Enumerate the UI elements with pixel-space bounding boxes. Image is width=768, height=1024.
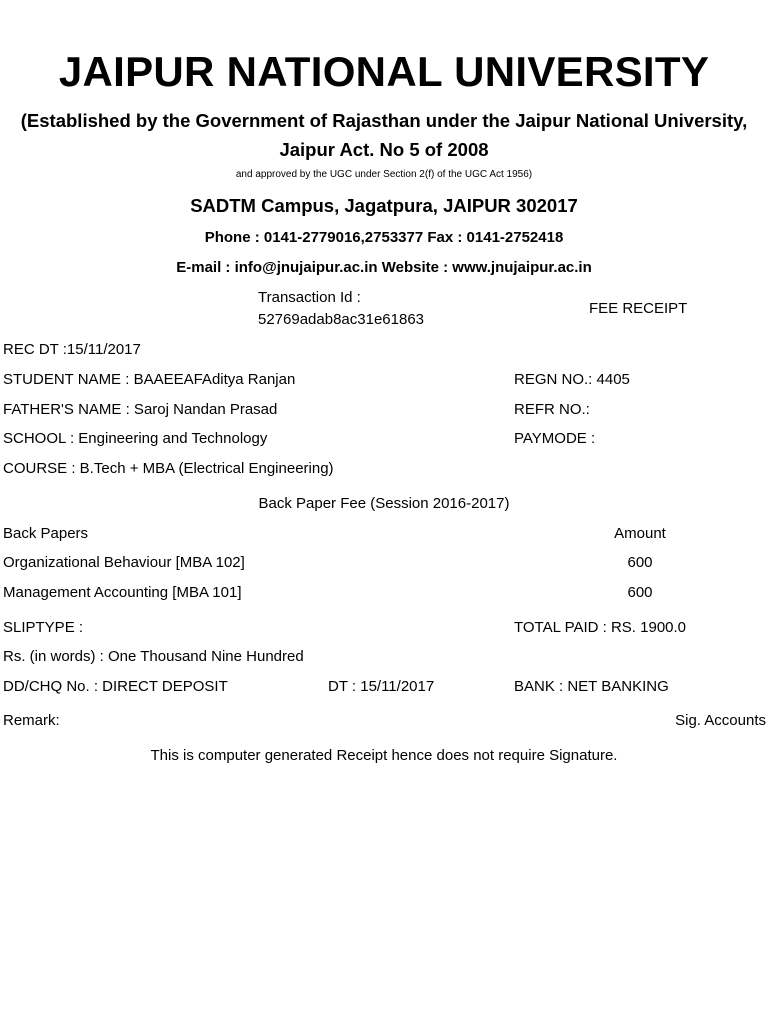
school: SCHOOL : Engineering and Technology [3, 430, 268, 447]
established-line-2: Jaipur Act. No 5 of 2008 [279, 139, 489, 160]
bank: BANK : NET BANKING [514, 678, 669, 695]
campus-address: SADTM Campus, Jagatpura, JAIPUR 302017 [190, 195, 578, 216]
course: COURSE : B.Tech + MBA (Electrical Engineering) [3, 460, 334, 477]
col-amount: Amount [614, 525, 666, 542]
fee-item-name: Organizational Behaviour [MBA 102] [3, 554, 245, 571]
dd-chq-no: DD/CHQ No. : DIRECT DEPOSIT [3, 678, 228, 695]
phone-fax: Phone : 0141-2779016,2753377 Fax : 0141-2752418 [204, 229, 564, 246]
refr-no: REFR NO.: [514, 401, 590, 418]
fee-item-amount: 600 [627, 554, 653, 571]
payment-date: DT : 15/11/2017 [328, 678, 435, 695]
col-back-papers: Back Papers [3, 525, 89, 542]
transaction-id: 52769adab8ac31e61863 [258, 311, 425, 328]
university-title: JAIPUR NATIONAL UNIVERSITY [58, 48, 710, 95]
father-name: FATHER'S NAME : Saroj Nandan Prasad [3, 401, 278, 418]
receipt-date: REC DT :15/11/2017 [3, 341, 141, 358]
total-paid: TOTAL PAID : RS. 1900.0 [514, 619, 687, 636]
amount-in-words: Rs. (in words) : One Thousand Nine Hundred [3, 648, 304, 665]
sliptype: SLIPTYPE : [3, 619, 84, 636]
signature-accounts: Sig. Accounts [675, 712, 766, 729]
transaction-label: Transaction Id : [258, 289, 361, 306]
fee-item-amount: 600 [627, 584, 653, 601]
receipt-title: FEE RECEIPT [589, 300, 688, 317]
fee-item-name: Management Accounting [MBA 101] [3, 584, 242, 601]
regn-no: REGN NO.: 4405 [514, 371, 630, 388]
email-website: E-mail : info@jnujaipur.ac.in Website : www.jnujaipur.ac.in [176, 259, 592, 276]
paymode: PAYMODE : [514, 430, 596, 447]
computer-generated-note: This is computer generated Receipt hence does not require Signature. [150, 747, 618, 764]
remark: Remark: [3, 712, 60, 729]
fee-heading: Back Paper Fee (Session 2016-2017) [258, 495, 510, 512]
established-line-1: (Established by the Government of Rajasthan under the Jaipur National University, [20, 110, 748, 131]
ugc-note: and approved by the UGC under Section 2(f) of the UGC Act 1956) [235, 169, 533, 180]
student-name: STUDENT NAME : BAAEEAFAditya Ranjan [3, 371, 296, 388]
